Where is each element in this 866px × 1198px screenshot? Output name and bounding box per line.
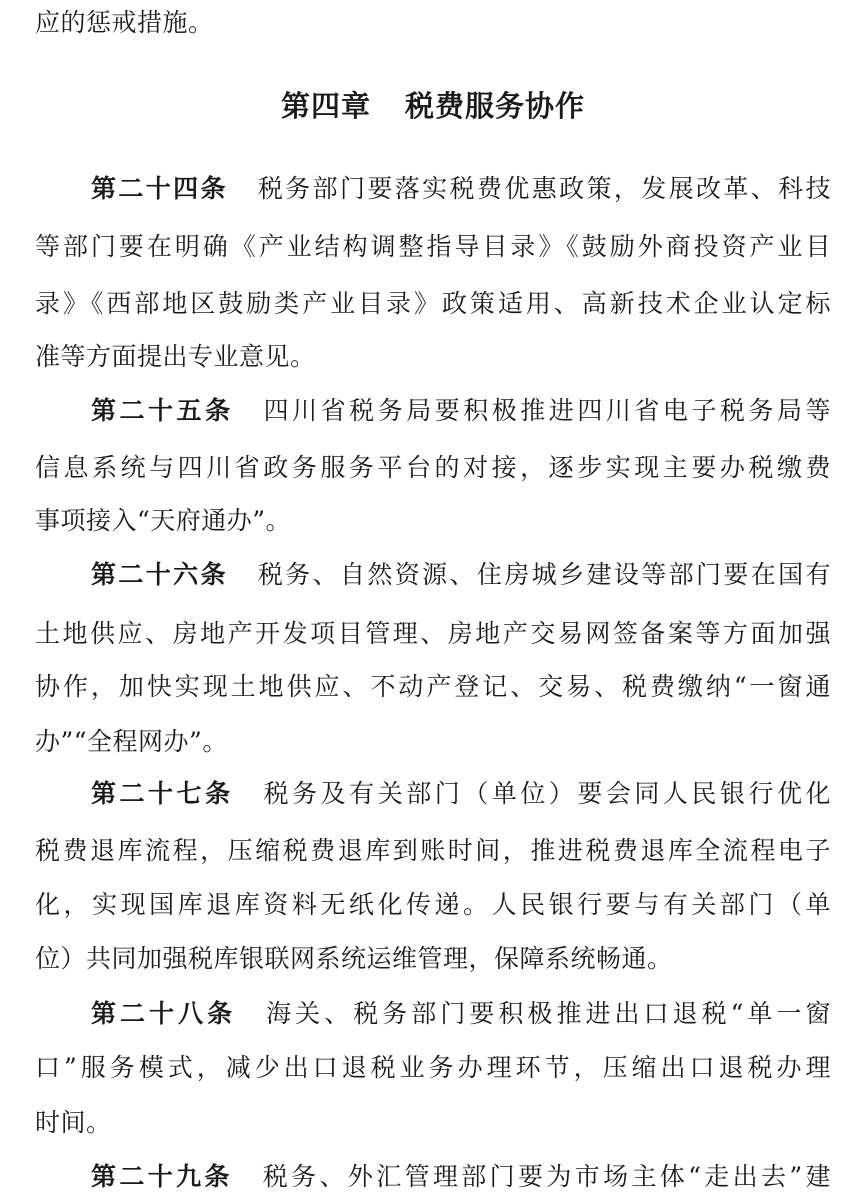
chapter-title: 税费服务协作 [405, 89, 586, 123]
prev-paragraph-tail: 应的惩戒措施。 [35, 8, 214, 37]
article-25-line-3: 事项接入“天府通办”。 [35, 506, 292, 535]
article-26-line-4: 办”“全程网办”。 [35, 727, 228, 756]
article-27-line-2: 税费退库流程，压缩税费退库到账时间，推进税费退库全流程电子 [35, 836, 831, 865]
article-26-line-1: 第二十六条 税务、自然资源、住房城乡建设等部门要在国有 [91, 560, 831, 589]
article-27-line-4: 位）共同加强税库银联网系统运维管理，保障系统畅通。 [35, 944, 673, 973]
article-28-line-1: 第二十八条 海关、税务部门要积极推进出口退税“单一窗 [91, 999, 831, 1028]
article-25-line-2: 信息系统与四川省政务服务平台的对接，逐步实现主要办税缴费 [35, 453, 831, 482]
article-24-line-1: 第二十四条 税务部门要落实税费优惠政策，发展改革、科技 [91, 174, 831, 203]
article-number: 第二十九条 [91, 1162, 233, 1191]
article-number: 第二十七条 [91, 779, 234, 808]
article-26-line-2: 土地供应、房地产开发项目管理、房地产交易网签备案等方面加强 [35, 619, 831, 648]
article-number: 第二十八条 [91, 999, 237, 1028]
article-number: 第二十五条 [91, 396, 234, 425]
article-29-line-1: 第二十九条 税务、外汇管理部门要为市场主体“走出去”建 [91, 1162, 831, 1191]
chapter-number: 第四章 [280, 89, 371, 123]
article-28-line-2: 口”服务模式，减少出口退税业务办理环节，压缩出口退税办理 [35, 1053, 831, 1082]
article-number: 第二十四条 [91, 174, 228, 203]
article-27-line-3: 化，实现国库退库资料无纸化传递。人民银行要与有关部门（单 [35, 890, 831, 919]
article-24-line-2: 等部门要在明确《产业结构调整指导目录》《鼓励外商投资产业目 [35, 232, 831, 261]
article-28-line-3: 时间。 [35, 1108, 112, 1137]
article-number: 第二十六条 [91, 560, 228, 589]
article-26-line-3: 协作，加快实现土地供应、不动产登记、交易、税费缴纳“一窗通 [35, 672, 831, 701]
article-25-line-1: 第二十五条 四川省税务局要积极推进四川省电子税务局等 [91, 396, 831, 425]
chapter-heading [35, 86, 831, 126]
article-27-line-1: 第二十七条 税务及有关部门（单位）要会同人民银行优化 [91, 779, 831, 808]
article-24-line-3: 录》《西部地区鼓励类产业目录》政策适用、高新技术企业认定标 [35, 289, 831, 318]
article-24-line-4: 准等方面提出专业意见。 [35, 342, 316, 371]
